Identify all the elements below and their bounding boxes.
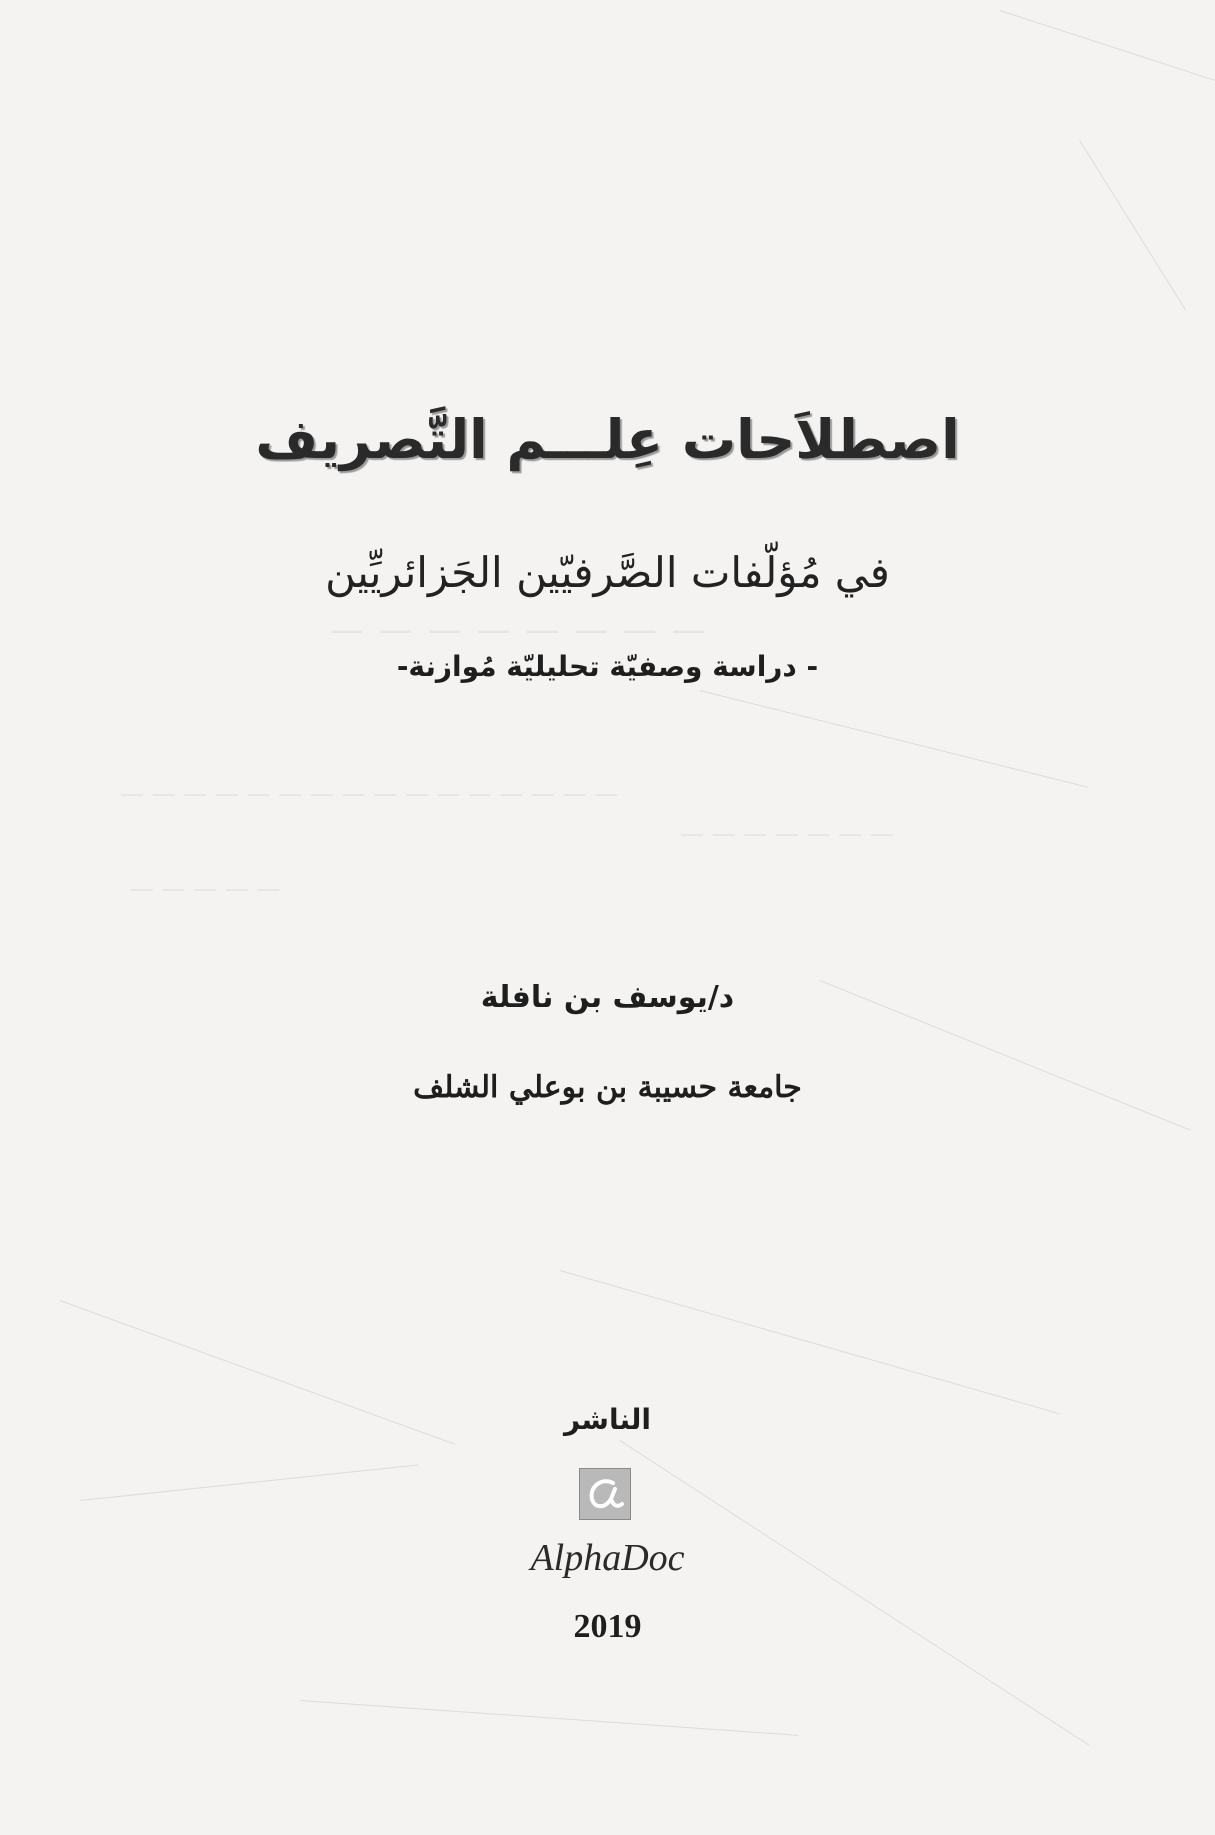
book-subtitle: في مُؤلّفات الصَّرفيّين الجَزائريِّين: [325, 548, 890, 597]
paper-crease: [619, 1440, 1089, 1746]
paper-crease: [560, 1270, 1060, 1414]
paper-crease: [300, 1700, 799, 1736]
show-through-text: — — — — — — —: [680, 820, 894, 848]
publication-year: 2019: [573, 1608, 642, 1645]
author-affiliation: جامعة حسيبة بن بوعلي الشلف: [413, 1070, 802, 1105]
publisher-brand: AlphaDoc: [530, 1537, 685, 1579]
alpha-logo-icon: [579, 1468, 631, 1520]
paper-crease: [80, 1464, 418, 1501]
paper-crease: [700, 690, 1088, 788]
paper-crease: [1079, 140, 1186, 310]
publisher-label: الناشر: [563, 1403, 651, 1436]
paper-crease: [1000, 10, 1215, 85]
show-through-text: — — — — — — — —: [330, 610, 708, 650]
author-name: د/يوسف بن نافلة: [480, 980, 735, 1015]
show-through-text: — — — — —: [130, 875, 281, 903]
book-tagline: - دراسة وصفيّة تحليليّة مُوازنة-: [396, 650, 819, 683]
show-through-text: — — — — — — — — — — — — — — — —: [120, 780, 619, 808]
book-title: اصطلاَحات عِلـــم التَّصريف: [255, 408, 960, 471]
